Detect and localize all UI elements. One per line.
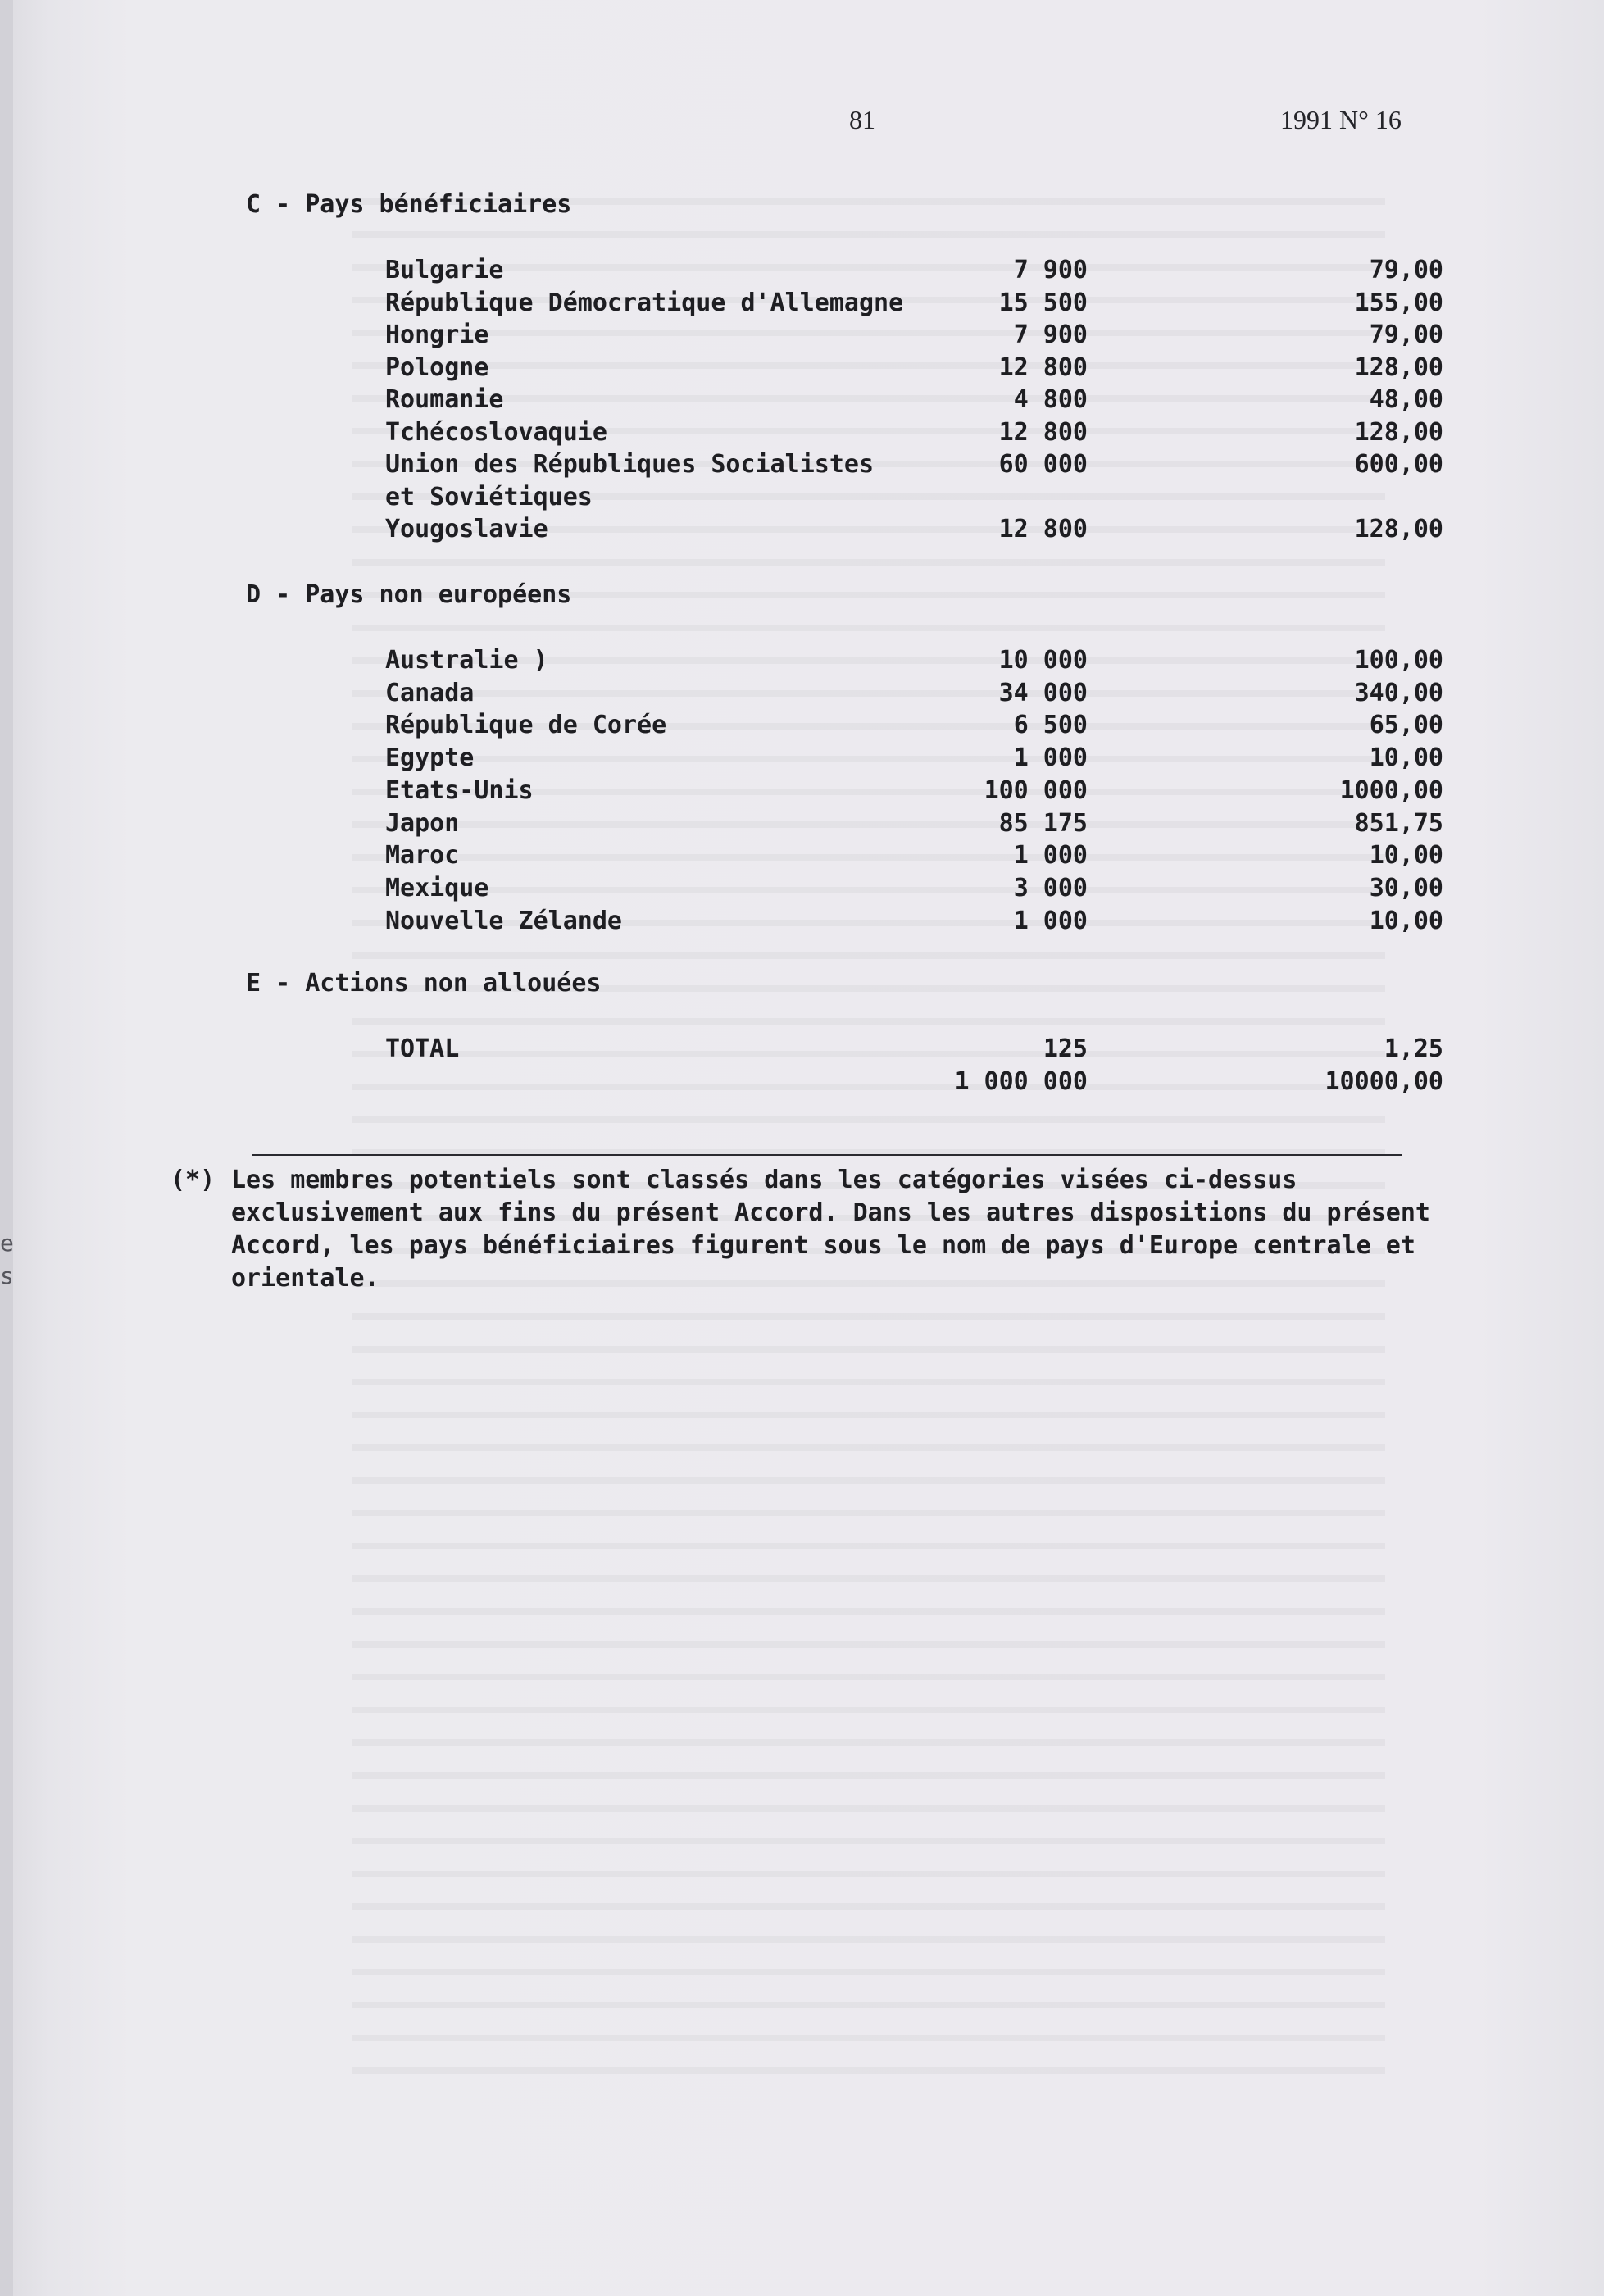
table-row — [0, 289, 1604, 321]
table-row — [0, 418, 1604, 451]
share-percent: 79,00 — [1369, 256, 1443, 284]
country-name: Bulgarie — [385, 256, 504, 284]
table-row — [0, 353, 1604, 386]
share-count: 34 000 — [998, 678, 1088, 707]
table-row — [0, 256, 1604, 289]
margin-mark: e — [0, 1230, 14, 1257]
country-name: Union des Républiques Socialistes — [385, 450, 875, 479]
share-count: 1 000 — [1013, 906, 1088, 935]
share-percent: 79,00 — [1369, 321, 1443, 349]
share-count: 15 500 — [998, 288, 1088, 317]
table-row — [0, 841, 1604, 874]
footnote-text: Les membres potentiels sont classés dans les catégories visées ci-dessus exclusivement aux fins du présent Accord. Dans les autres dispositions du présent Accord, les pays bénéficiaires figurent sous le nom de pays d'Europe centrale et orientale. — [231, 1166, 1430, 1293]
margin-mark: s — [0, 1262, 14, 1289]
table-row — [0, 874, 1604, 907]
country-name: et Soviétiques — [385, 482, 593, 511]
share-percent: 10,00 — [1369, 743, 1443, 773]
share-percent: 155,00 — [1354, 288, 1443, 317]
share-count: 60 000 — [998, 450, 1088, 479]
share-percent: 128,00 — [1354, 515, 1443, 543]
section-title-e: E - Actions non allouées — [246, 969, 602, 998]
share-count: 12 800 — [998, 417, 1088, 447]
page-number: 81 — [849, 105, 875, 134]
country-name: République de Corée — [385, 711, 667, 740]
share-count: 6 500 — [1013, 711, 1088, 740]
country-name: Yougoslavie — [385, 515, 548, 543]
share-percent: 30,00 — [1369, 873, 1443, 902]
table-row — [0, 385, 1604, 418]
total-shares: 1 000 000 — [954, 1067, 1088, 1096]
table-row — [0, 450, 1604, 483]
table-row — [0, 646, 1604, 679]
share-percent: 10,00 — [1369, 841, 1443, 871]
table-row — [0, 321, 1604, 353]
share-percent: 100,00 — [1354, 646, 1443, 675]
section-title-d: D - Pays non européens — [246, 580, 572, 609]
section-title-c: C - Pays bénéficiaires — [246, 190, 572, 219]
share-count: 100 000 — [984, 775, 1088, 805]
share-count: 85 175 — [998, 808, 1088, 838]
table-row-total-e — [0, 1034, 1604, 1067]
country-name: Egypte — [385, 743, 475, 773]
share-count: 10 000 — [998, 646, 1088, 675]
table-row — [0, 907, 1604, 939]
share-percent: 65,00 — [1369, 711, 1443, 740]
unallocated-percent: 1,25 — [1384, 1034, 1443, 1063]
share-percent: 128,00 — [1354, 352, 1443, 382]
table-row — [0, 743, 1604, 776]
table-row — [0, 776, 1604, 809]
share-count: 3 000 — [1013, 873, 1088, 902]
share-percent: 10,00 — [1369, 906, 1443, 935]
country-name: Nouvelle Zélande — [385, 906, 622, 935]
share-percent: 600,00 — [1354, 450, 1443, 479]
footnote-divider — [252, 1154, 1402, 1156]
table-row — [0, 515, 1604, 548]
table-row-grand-total — [0, 1067, 1604, 1100]
country-name: Hongrie — [385, 321, 489, 349]
share-percent: 340,00 — [1354, 678, 1443, 707]
country-name: Etats-Unis — [385, 775, 534, 805]
share-percent: 48,00 — [1369, 385, 1443, 414]
share-percent: 851,75 — [1354, 808, 1443, 838]
unallocated-shares: 125 — [1043, 1034, 1088, 1063]
table-row — [0, 483, 1604, 516]
country-name: Tchécoslovaquie — [385, 417, 607, 447]
total-percent: 10000,00 — [1325, 1067, 1443, 1096]
share-count: 7 900 — [1013, 321, 1088, 349]
total-label: TOTAL — [385, 1034, 460, 1063]
table-row — [0, 679, 1604, 712]
country-name: Pologne — [385, 352, 489, 382]
share-count: 12 800 — [998, 515, 1088, 543]
share-count: 4 800 — [1013, 385, 1088, 414]
country-name: Canada — [385, 678, 475, 707]
share-count: 7 900 — [1013, 256, 1088, 284]
issue-number: 1991 N° 16 — [1280, 105, 1402, 134]
country-name: Roumanie — [385, 385, 504, 414]
table-row — [0, 809, 1604, 842]
country-name: Mexique — [385, 873, 489, 902]
share-count: 1 000 — [1013, 743, 1088, 773]
share-count: 1 000 — [1013, 841, 1088, 871]
footnote-mark: (*) — [170, 1166, 216, 1194]
country-name: République Démocratique d'Allemagne — [385, 288, 904, 317]
table-row — [0, 711, 1604, 743]
share-count: 12 800 — [998, 352, 1088, 382]
share-percent: 1000,00 — [1339, 775, 1443, 805]
share-percent: 128,00 — [1354, 417, 1443, 447]
country-name: Japon — [385, 808, 460, 838]
country-name: Australie ) — [385, 646, 548, 675]
country-name: Maroc — [385, 841, 460, 871]
